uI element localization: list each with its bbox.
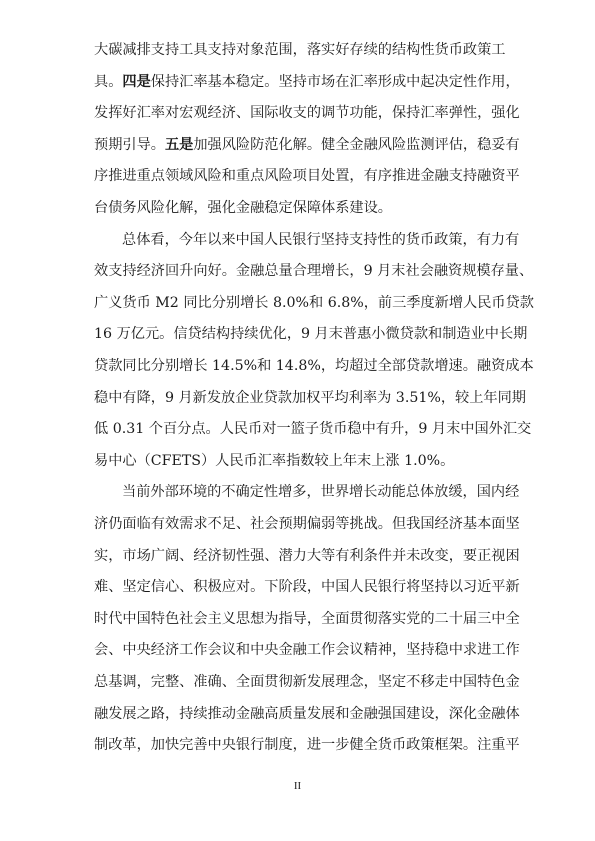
text-line	[94, 324, 528, 344]
text-segment: 广义货币 M2 同比分别增长 8.0%和 6.8%，前三季度新增人民币贷款	[94, 294, 534, 311]
text-line	[122, 482, 520, 502]
text-segment: 融发展之路，持续推动金融高质量发展和金融强国建设，深化金融体	[94, 705, 520, 722]
text-line	[122, 230, 520, 250]
text-segment: 发挥好汇率对宏观经济、国际收支的调节功能，保持汇率弹性，强化	[94, 105, 520, 122]
text-segment: 保持汇率基本稳定。坚持市场在汇率形成中起决定性作用，	[150, 73, 520, 90]
text-line	[94, 293, 534, 313]
text-segment: 当前外部环境的不确定性增多，世界增长动能总体放缓，国内经	[122, 484, 520, 501]
text-line	[94, 640, 520, 660]
text-segment: 低 0.31 个百分点。人民币对一篮子货币稳中有升，9 月末中国外汇交	[94, 421, 532, 438]
page-number: II	[293, 780, 302, 792]
text-segment: 稳中有降，9 月新发放企业贷款加权平均利率为 3.51%，较上年同期	[94, 389, 526, 406]
text-segment: 制改革，加快完善中央银行制度，进一步健全货币政策框架。注重平	[94, 737, 520, 754]
text-line	[94, 198, 504, 218]
emphasis-text: 四是	[122, 73, 151, 90]
text-line	[94, 609, 520, 629]
text-segment: 预期引导。	[94, 136, 165, 153]
text-segment: 实，市场广阔、经济韧性强、潜力大等有利条件并未改变，要正视困	[94, 547, 520, 564]
text-segment: 效支持经济回升向好。金融总量合理增长，9 月末社会融资规模存量、	[94, 263, 534, 280]
text-line	[94, 356, 534, 376]
text-segment: 时代中国特色社会主义思想为指导，全面贯彻落实党的二十届三中全	[94, 610, 520, 627]
text-segment: 大碳减排支持工具支持对象范围，落实好存续的结构性货币政策工	[94, 42, 506, 58]
text-line	[94, 166, 520, 186]
text-line	[94, 261, 534, 281]
text-line	[94, 514, 520, 534]
text-segment: 总体看，今年以来中国人民银行坚持支持性的货币政策，有力有	[122, 231, 520, 248]
text-line	[94, 451, 504, 471]
text-segment: 序推进重点领域风险和重点风险项目处置，有序推进金融支持融资平	[94, 168, 520, 185]
text-segment: 易中心（CFETS）人民币汇率指数较上年末上涨 1.0%。	[94, 452, 455, 469]
text-segment: 难、坚定信心、积极应对。下阶段，中国人民银行将坚持以习近平新	[94, 579, 520, 596]
text-line	[94, 72, 520, 92]
text-line	[94, 135, 520, 155]
text-line	[94, 577, 520, 597]
text-line	[94, 40, 504, 60]
text-line	[94, 388, 526, 408]
emphasis-text: 五是	[164, 136, 194, 153]
text-line	[94, 103, 520, 123]
text-line	[94, 704, 520, 724]
text-segment: 贷款同比分别增长 14.5%和 14.8%，均超过全部贷款增速。融资成本	[94, 358, 534, 374]
text-line	[94, 672, 520, 692]
text-line	[94, 419, 532, 439]
text-segment: 16 万亿元。信贷结构持续优化，9 月末普惠小微贷款和制造业中长期	[94, 326, 528, 343]
text-segment: 会、中央经济工作会议和中央金融工作会议精神，坚持稳中求进工作	[94, 642, 520, 659]
text-segment: 具。	[94, 73, 123, 90]
text-line	[94, 546, 520, 566]
text-line	[94, 735, 520, 755]
text-segment: 台债务风险化解，强化金融稳定保障体系建设。	[94, 200, 392, 216]
text-segment: 济仍面临有效需求不足、社会预期偏弱等挑战。但我国经济基本面坚	[94, 516, 520, 532]
text-segment: 加强风险防范化解。健全金融风险监测评估，稳妥有	[193, 136, 520, 153]
text-segment: 总基调，完整、准确、全面贯彻新发展理念，坚定不移走中国特色金	[94, 674, 520, 690]
